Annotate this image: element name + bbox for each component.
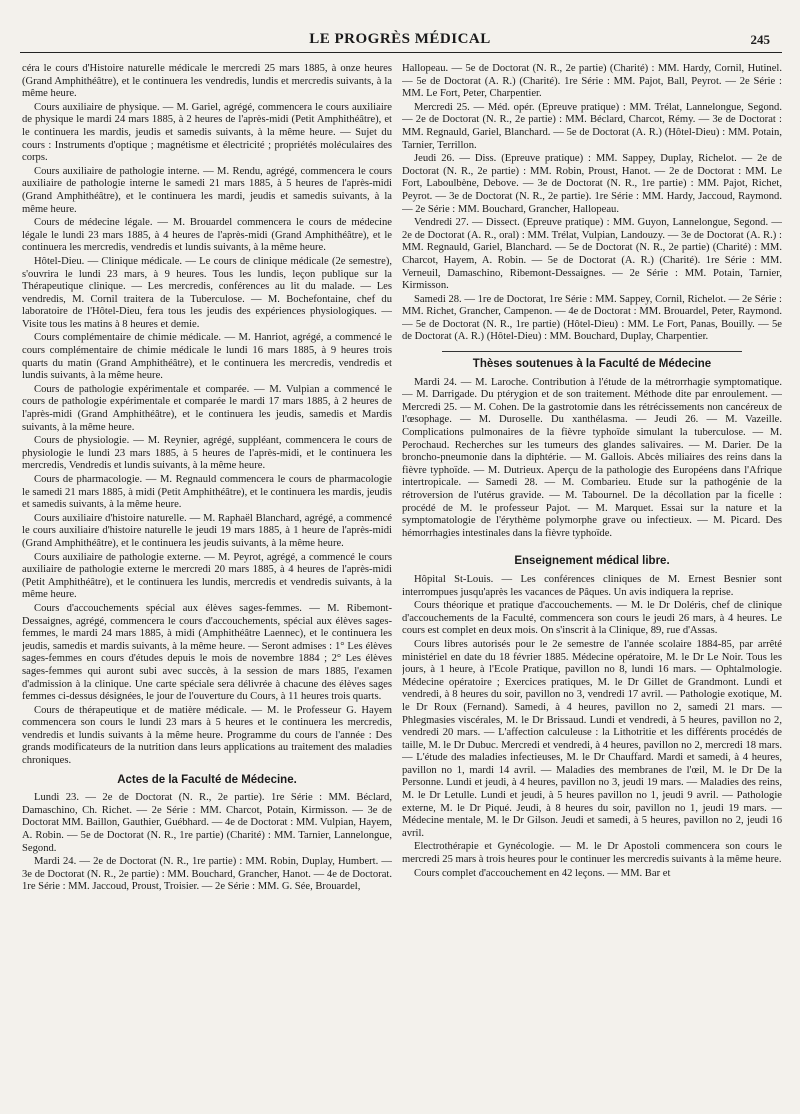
- paragraph: Cours auxiliaire de physique. — M. Gariel, agrégé, commencera le cours auxiliaire de physique le mardi 24 mars 1885, à 2 heures de l'après-midi (Petit Amphithéâtre), et le continuera les mardis, jeudis et samedis suivants, à la même heure. — Sujet du cours : Instruments d'optique ; magnétisme et électricité ; propriétés moléculaires des corps.: [22, 101, 392, 164]
- paragraph: Cours de pathologie expérimentale et comparée. — M. Vulpian a commencé le cours de pathologie expérimentale et comparée le mardi 17 mars 1885, à 2 heures de l'après-midi (Grand Amphithéâtre), et le continuera les jeudis, samedis et Mardis suivants, à la même heure.: [22, 383, 392, 433]
- acts-paragraph: Lundi 23. — 2e de Doctorat (N. R., 2e partie). 1re Série : MM. Béclard, Damaschino, Ch. Richet. — 2e Série : MM. Charcot, Potain, Kirmisson. — 3e de Doctorat MM. Baillon, Gauthier, Guébhard. — 4e de Doctorat : MM. Vulpian, Hayem, A. Robin. — 5e de Doctorat (N. R., 1re partie) (Charité) : MM. Tarnier, Lannelongue, Segond.: [22, 792, 392, 854]
- page-header: [0, 31, 800, 53]
- paragraph: Cours de physiologie. — M. Reynier, agrégé, suppléant, commencera le cours de physiologie le lundi 23 mars 1885, à 5 heures de l'après-midi, et le continuera les mercredis, Vendredis et lundis suivants, à la même heure.: [22, 435, 392, 472]
- libre-paragraph: Hôpital St-Louis. — Les conférences cliniques de M. Ernest Besnier sont interrompues jusqu'après les vacances de Pâques. Un avis indiquera la reprise.: [402, 573, 782, 598]
- paragraph: Cours auxiliaire d'histoire naturelle. — M. Raphaël Blanchard, agrégé, a commencé le cours auxiliaire d'histoire naturelle le jeudi 19 mars 1885, à 1 heure de l'après-midi (Grand Amphithéâtre), et le continuera les jeudis suivants, à la même heure.: [22, 512, 392, 549]
- section-heading-actes: Actes de la Faculté de Médecine.: [117, 773, 297, 786]
- left-column: [22, 63, 392, 1108]
- acts-paragraph: Hallopeau. — 5e de Doctorat (N. R., 2e partie) (Charité) : MM. Hardy, Cornil, Hutinel. — 5e de Doctorat (A. R.) (Charité). 1re Série : MM. Pajot, Ball, Peyrot. — 2e Série : MM. Le Fort, Peter, Charpentier.: [402, 63, 782, 100]
- right-column: [402, 63, 782, 1108]
- acts-paragraph: Mardi 24. — 2e de Doctorat (N. R., 1re partie) : MM. Robin, Duplay, Humbert. — 3e de Doctorat (N. R., 2e partie) : MM. Bouchard, Grancher, Hanot. — 4e de Doctorat. 1re Série : MM. Jaccoud, Proust, Troisier. — 2e Série : MM. G. Sée, Brouardel,: [22, 856, 392, 893]
- acts-paragraph: Mercredi 25. — Méd. opér. (Epreuve pratique) : MM. Trélat, Lannelongue, Segond. — 2e de Doctorat (N. R., 2e partie) : MM. Béclard, Charcot, Rémy. — 3e de Doctorat : MM. Regnauld, Gariel, Blanchard. — 5e de Doctorat (A. R.) (Hôtel-Dieu) : MM. Potain, Tarnier, Terrillon.: [402, 101, 782, 151]
- libre-paragraph: Cours libres autorisés pour le 2e semestre de l'année scolaire 1884-85, par arrêté ministériel en date du 18 février 1885. Médecine opératoire, M. le Dr Le Noir. Tous les jours, à 1 heure, à l'Ecole Pratique, pavillon no 8, lundi 16 mars. — Ophtalmologie. Médecine opératoire ; Exercices pratiques, M. le Dr Gillet de Grandmont. Lundi et vendredi, à 8 heures du soir, pavillon no 3, vendredi 17 avril. — Pathologie exotique, M. le Dr Roux (Fernand). Samedi, à 4 heures, pavillon no 2, samedi 21 mars. — Phlegmasies viscérales, M. le Dr Brissaud. Lundi et vendredi, à 5 heures, pavillon no 2, vendredi 20 mars. — L'affection calculeuse : la Lithotritie et les différents procédés de taille, M. le Dr Dubuc. Mercredi et vendredi, à 4 heures, pavillon no 2, mercredi 18 mars. — L'étude des maladies infectieuses, M. le Dr Chauffard. Mardi et samedi, à 4 heures, pavillon no 1, mardi 14 avril. — Maladies des membranes de l'œil, M. le Dr De la Personne. Lundi et jeudi, à 4 heures, pavillon no 3, jeudi 19 mars. — Maladies des reins, M. le Dr Letulle. Lundi et jeudi, à 5 heures pavillon no 1, jeudi 9 avril. — Pathologie externe, M. le Dr Piqué. Jeudi, à 8 heures du soir, pavillon no 1, jeudi 19 mars. — Médecine mentale, M. le Dr Gilson. Jeudi et samedi, à 5 heures, pavillon no 2, jeudi 16 avril.: [402, 638, 782, 839]
- paragraph: Cours auxiliaire de pathologie interne. — M. Rendu, agrégé, commencera le cours auxiliaire de pathologie interne le samedi 21 mars 1885, à 5 heures de l'après-midi (Grand Amphithéâtre), et le continuera les mardi, jeudis et samedis suivants, à la même heure.: [22, 165, 392, 215]
- section-heading-libre: Enseignement médical libre.: [514, 555, 670, 568]
- running-title: LE PROGRÈS MÉDICAL: [309, 31, 491, 47]
- paragraph: Hôtel-Dieu. — Clinique médicale. — Le cours de clinique médicale (2e semestre), s'ouvrira le lundi 23 mars, à 9 heures. Tous les lundis, leçon publique sur la Thérapeutique clinique. — Les mercredis, conférences au lit du malade. — Les vendredis, M. Cornil traitera de la Tuberculose. — M. Bochefontaine, chef du laboratoire de l'Hôtel-Dieu, fera tous les jeudis des expériences physiologiques. — Visite tous les matins à 8 heures et demie.: [22, 255, 392, 330]
- section-divider: [442, 351, 742, 352]
- libre-paragraph: Cours théorique et pratique d'accouchements. — M. le Dr Doléris, chef de clinique d'accouchements de la Faculté, commencera son cours le jeudi 26 mars, à 4 heures. Le cours est complet en deux mois. On s'inscrit à la Clinique, 89, rue d'Assas.: [402, 600, 782, 637]
- acts-paragraph: Samedi 28. — 1re de Doctorat, 1re Série : MM. Sappey, Cornil, Richelot. — 2e Série : MM. Richet, Grancher, Campenon. — 4e de Doctorat : MM. Brouardel, Peter, Raymond. — 5e de Doctorat (N. R., 1re partie) (Hôtel-Dieu) : MM. Le Fort, Panas, Bouilly. — 5e de Doctorat (A. R.) (Hôtel-Dieu) : MM. Bouchard, Duplay, Charpentier.: [402, 293, 782, 343]
- acts-paragraph: Vendredi 27. — Dissect. (Epreuve pratique) : MM. Guyon, Lannelongue, Segond. — 2e de Doctorat (A. R., oral) : MM. Trélat, Vulpian, Landouzy. — 3e de Doctorat (A. R.) : MM. Regnauld, Gariel, Blanchard. — 5e de Doctorat (N. R., 2e partie) (Charité) : MM. Charcot, Hayem, A. Robin. — 5e de Doctorat (A. R.) (Charité). 1re Série : MM. Verneuil, Damaschino, Ribemont-Dessaignes. — 2e Série : MM. Potain, Tarnier, Kirmisson.: [402, 217, 782, 292]
- theses-paragraph: Mardi 24. — M. Laroche. Contribution à l'étude de la métrorrhagie symptomatique. — M. Darrigade. Du ptérygion et de son traitement. Méthode dite par enroulement. — Mercredi 25. — M. Cohen. De la gastrotomie dans les rétrécissements non cancéreux de l'œsophage. — M. Duroselle. Du xanthélasma. — Jeudi 26. — M. Vazeille. Complications pulmonaires de la fièvre typhoïde simulant la tuberculose. — M. Perochaud. Recherches sur les tumeurs des glandes salivaires. — M. Darier. De la broncho-pneumonie dans la diphtérie. — M. Gallois. Abcès miliaires des reins dans la fièvre typhoïde. — M. Dutrieux. Aperçu de la pathologie des Européens dans l'Afrique intertropicale. — Samedi 28. — M. Combarieu. Etude sur la pathogénie de la rétroversion de l'utérus gravide. — M. Tabournel. De la décollation par la ficelle : procédé de M. le professeur Pajot. — M. Marquet. Essai sur la nature et la symptomatologie de l'érythème polymorphe grave ou infectieux. — M. Picard. Des hémorrhagies intestinales dans la fièvre typhoïde.: [402, 376, 782, 539]
- paragraph: Cours de pharmacologie. — M. Regnauld commencera le cours de pharmacologie le samedi 21 mars 1885, à midi (Petit Amphithéâtre), et le continuera les mardis, jeudis et samedis suivants, à la même heure.: [22, 474, 392, 511]
- paragraph: Cours d'accouchements spécial aux élèves sages-femmes. — M. Ribemont-Dessaignes, agrégé, commencera le cours d'accouchements, spécial aux élèves sages-femmes, le mardi 24 mars 1885, à midi (Amphithéâtre Laennec), et le continuera les jeudis, samedis et mardis suivants, à la même heure. — Seront admises : 1° Les élèves sages-femmes en cours d'études depuis le mois de novembre 1884 ; 2° Les élèves sages-femmes qui auront subi avec succès, à la session de mars 1885, l'examen d'admission à la clinique. Une carte spéciale sera délivrée à chacune des élèves sages femmes ci-dessus désignées, le jour de l'ouverture du Cours, à 11 heures trois quarts.: [22, 602, 392, 703]
- section-heading-theses: Thèses soutenues à la Faculté de Médecine: [472, 358, 712, 371]
- paragraph: céra le cours d'Histoire naturelle médicale le mercredi 25 mars 1885, à onze heures (Grand Amphithéâtre), et le continuera les vendredis, lundis et mercredis suivants, à la même heure.: [22, 63, 392, 100]
- libre-paragraph: Cours complet d'accouchement en 42 leçons. — MM. Bar et: [414, 867, 671, 879]
- acts-paragraph: Jeudi 26. — Diss. (Epreuve pratique) : MM. Sappey, Duplay, Richelot. — 2e de Doctorat (N. R., 2e partie) : MM. Robin, Proust, Hanot. — 2e de Doctorat : MM. Le Fort, Laboulbène, Debove. — 3e de Doctorat (N. R., 1re partie) : MM. Pajot, Richet, Peyrot. — 3e de Doctorat (N. R., 2e partie). 1re Série : MM. Hardy, Jaccoud, Raymond. — 2e Série : MM. Bouchard, Grancher, Hallopeau.: [402, 153, 782, 215]
- paragraph: Cours auxiliaire de pathologie externe. — M. Peyrot, agrégé, a commencé le cours auxiliaire de pathologie externe le mercredi 20 mars 1885, à 4 heures de l'après-midi (Petit Amphithéâtre), et le continuera les lundis, mercredis et vendredis suivants, à la même heure.: [22, 551, 392, 601]
- paragraph: Cours de médecine légale. — M. Brouardel commencera le cours de médecine légale le lundi 23 mars 1885, à 4 heures de l'après-midi (Grand Amphithéâtre), et le continuera les mercredis, vendredis et lundis suivants, à la même heure.: [22, 217, 392, 254]
- page-number: 245: [750, 32, 770, 47]
- paragraph: Cours de thérapeutique et de matière médicale. — M. le Professeur G. Hayem commencera son cours le lundi 23 mars à 5 heures et le continuera les mercredis, vendredis et lundis suivants à la même heure. Programme du cours de l'année : Des grands modificateurs de la nutrition dans leurs applications au traitement des maladies chroniques.: [22, 704, 392, 767]
- libre-paragraph: Electrothérapie et Gynécologie. — M. le Dr Apostoli commencera son cours le mercredi 25 mars à trois heures pour le continuer les mercredis suivants à la même heure.: [402, 841, 782, 866]
- header-rule: [20, 52, 782, 53]
- paragraph: Cours complémentaire de chimie médicale. — M. Hanriot, agrégé, a commencé le cours complémentaire de chimie médicale le lundi 16 mars 1885, à 9 heures trois quarts du matin (Grand Amphithéâtre), et le continuera les mercredis, vendredis et lundis suivants, à la même heure.: [22, 332, 392, 382]
